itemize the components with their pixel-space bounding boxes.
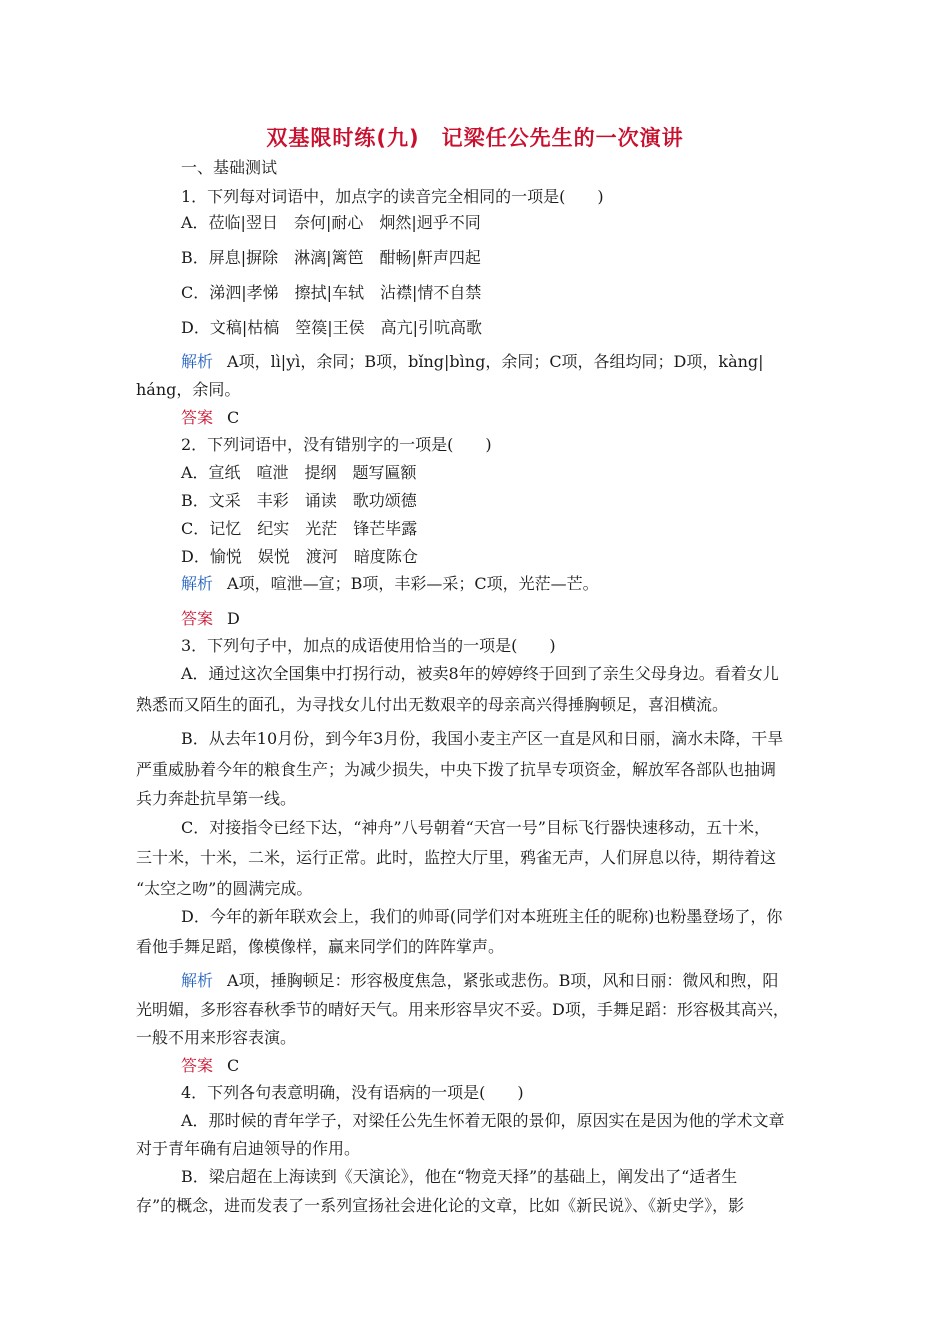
text-line xyxy=(181,463,417,483)
text-line xyxy=(181,213,481,233)
text-line xyxy=(181,1083,524,1103)
section-heading: 一、基础测试 xyxy=(181,158,278,177)
line-text: C xyxy=(227,408,240,427)
title-sub: 记梁任公先生的一次演讲 xyxy=(441,126,684,150)
line-text: A项，lì|yì，余同；B项，bǐng|bìng，余同；C项，各组均同；D项，kàng| xyxy=(227,352,764,371)
text-line xyxy=(181,248,481,268)
line-text: B．梁启超在上海读到《天演论》，他在“物竞天择”的基础上，阐发出了“适者生 xyxy=(181,1167,738,1186)
line-text: 看他手舞足蹈，像模像样，赢来同学们的阵阵掌声。 xyxy=(136,937,505,956)
line-text: C xyxy=(227,1056,240,1075)
line-text: A．通过这次全国集中打拐行动，被卖8年的婷婷终于回到了亲生父母身边。看着女儿 xyxy=(181,664,779,683)
line-text: 对于青年确有启迪领导的作用。 xyxy=(136,1139,361,1158)
line-text: 1．下列每对词语中，加点字的读音完全相同的一项是( ) xyxy=(181,187,604,206)
text-line xyxy=(136,937,504,957)
line-text: A．宣纸 喧泄 提纲 题写匾额 xyxy=(181,463,417,482)
line-text: C．涕泗|孝悌 擦拭|车轼 沾襟|情不自禁 xyxy=(181,283,482,302)
line-text: 熟悉而又陌生的面孔，为寻找女儿付出无数艰辛的母亲高兴得捶胸顿足，喜泪横流。 xyxy=(136,695,729,714)
text-line xyxy=(181,1167,737,1187)
text-line xyxy=(181,519,417,539)
text-line xyxy=(181,1056,239,1076)
page-title xyxy=(0,122,950,152)
text-line xyxy=(136,1196,744,1216)
line-text: 2．下列词语中，没有错别字的一项是( ) xyxy=(181,435,492,454)
line-text: 一般不用来形容表演。 xyxy=(136,1028,297,1047)
text-line xyxy=(181,729,783,749)
line-text: 严重威胁着今年的粮食生产；为减少损失，中央下拨了抗旱专项资金，解放军各部队也抽调 xyxy=(136,760,777,779)
line-text: D xyxy=(227,609,240,628)
text-line xyxy=(181,971,778,991)
text-line xyxy=(181,609,240,629)
line-text: B．从去年10月份，到今年3月份，我国小麦主产区一直是风和日丽，滴水未降，干旱 xyxy=(181,729,784,748)
line-text: 三十米，十米，二米，运行正常。此时，监控大厅里，鸦雀无声，人们屏息以待，期待着这 xyxy=(136,848,777,867)
line-text: “太空之吻”的圆满完成。 xyxy=(136,879,313,898)
text-line xyxy=(181,352,764,372)
line-text: 存”的概念，进而发表了一系列宣扬社会进化论的文章，比如《新民说》、《新史学》，影 xyxy=(136,1196,745,1215)
text-line xyxy=(136,848,776,868)
line-text: 4．下列各句表意明确，没有语病的一项是( ) xyxy=(181,1083,524,1102)
text-line xyxy=(181,664,779,684)
line-text: B．屏息|摒除 淋漓|篱笆 酣畅|鼾声四起 xyxy=(181,248,481,267)
answer-label: 答案 xyxy=(181,408,214,427)
text-line xyxy=(136,695,728,715)
text-line xyxy=(181,907,782,927)
text-line xyxy=(136,1139,360,1159)
text-line xyxy=(136,789,296,809)
text-line xyxy=(181,187,604,207)
line-text: 兵力奔赴抗旱第一线。 xyxy=(136,789,297,808)
text-line xyxy=(136,1028,296,1048)
text-line xyxy=(181,636,556,656)
line-text: háng，余同。 xyxy=(136,380,241,399)
answer-label: 答案 xyxy=(181,609,214,628)
line-text: B．文采 丰彩 诵读 歌功颂德 xyxy=(181,491,417,510)
line-text: C．对接指令已经下达，“神舟”八号朝着“天宫一号”目标飞行器快速移动，五十米， xyxy=(181,818,770,837)
line-text: A．那时候的青年学子，对梁任公先生怀着无限的景仰，原因实在是因为他的学术文章 xyxy=(181,1111,785,1130)
line-text: D．文稿|枯槁 箜篌|王侯 高亢|引吭高歌 xyxy=(181,318,483,337)
text-line xyxy=(181,283,481,303)
answer-label: 答案 xyxy=(181,1056,214,1075)
text-line xyxy=(181,318,482,338)
line-text: 光明媚，多形容春秋季节的晴好天气。用来形容旱灾不妥。D项，手舞足蹈：形容极其高兴， xyxy=(136,1000,789,1019)
text-line xyxy=(136,1000,789,1020)
text-line xyxy=(136,380,240,400)
line-text: A．莅临|翌日 奈何|耐心 炯然|迥乎不同 xyxy=(181,213,481,232)
analysis-label: 解析 xyxy=(181,574,214,593)
text-line xyxy=(181,574,599,594)
line-text: D．今年的新年联欢会上，我们的帅哥(同学们对本班班主任的昵称)也粉墨登场了，你 xyxy=(181,907,783,926)
line-text: 3．下列句子中，加点的成语使用恰当的一项是( ) xyxy=(181,636,556,655)
line-text: D．愉悦 娱悦 渡河 暗度陈仓 xyxy=(181,547,418,566)
text-line xyxy=(136,879,312,899)
line-text: A项，捶胸顿足：形容极度焦急，紧张或悲伤。B项，风和日丽：微风和煦，阳 xyxy=(227,971,779,990)
analysis-label: 解析 xyxy=(181,971,214,990)
text-line xyxy=(181,547,418,567)
text-line xyxy=(181,408,239,428)
text-line xyxy=(136,760,776,780)
text-line xyxy=(181,818,770,838)
text-line xyxy=(181,491,417,511)
title-main: 双基限时练(九) xyxy=(266,126,420,150)
text-line xyxy=(181,1111,785,1131)
line-text: A项，喧泄—宣；B项，丰彩—采；C项，光茫—芒。 xyxy=(227,574,599,593)
text-line xyxy=(181,435,492,455)
analysis-label: 解析 xyxy=(181,352,214,371)
line-text: C．记忆 纪实 光茫 锋芒毕露 xyxy=(181,519,418,538)
